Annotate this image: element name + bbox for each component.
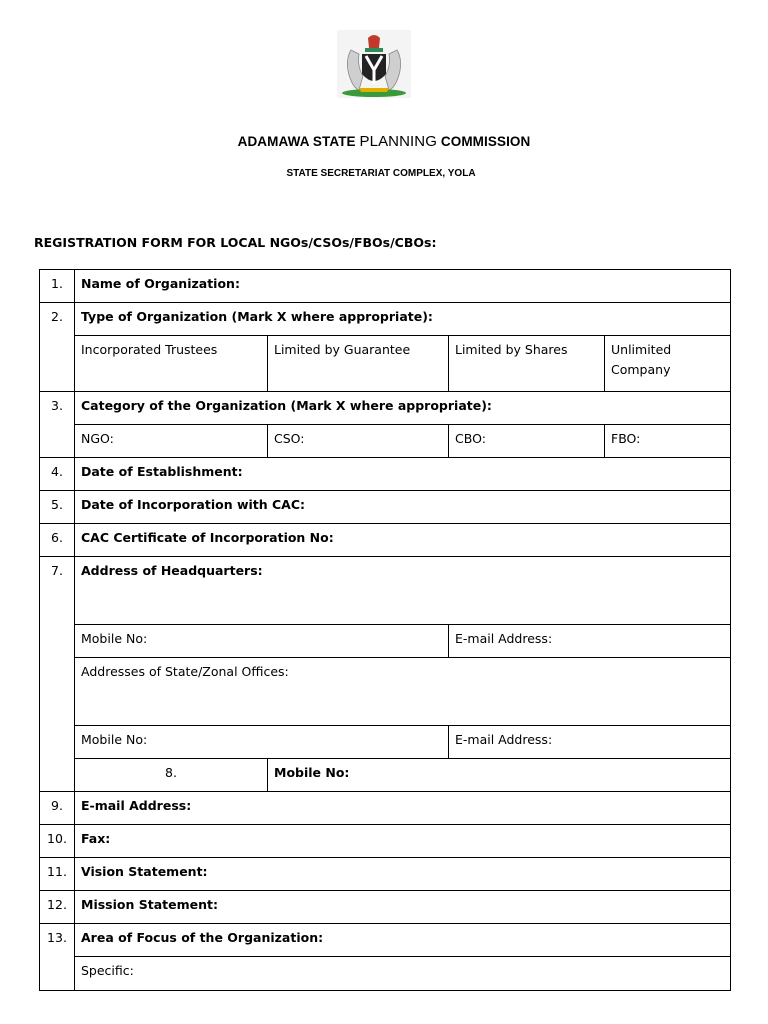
hq-email-field[interactable]: E-mail Address: <box>449 625 731 658</box>
row-number: 5. <box>40 491 75 524</box>
table-row <box>40 392 731 425</box>
date-of-incorporation-field[interactable]: Date of Incorporation with CAC: <box>75 491 731 524</box>
table-row <box>40 726 731 759</box>
vision-statement-field[interactable]: Vision Statement: <box>75 858 731 891</box>
row-number: 3. <box>40 392 75 458</box>
headquarters-address-field[interactable]: Address of Headquarters: <box>75 557 731 625</box>
form-title: REGISTRATION FORM FOR LOCAL NGOs/CSOs/FBOs/CBOs: <box>34 235 437 250</box>
table-row <box>40 491 731 524</box>
registration-form-table <box>39 269 731 991</box>
option-unlimited-company[interactable]: Unlimited Company <box>605 336 731 392</box>
table-row <box>40 858 731 891</box>
option-ngo[interactable]: NGO: <box>75 425 268 458</box>
date-of-establishment-field[interactable]: Date of Establishment: <box>75 458 731 491</box>
table-row <box>40 759 731 792</box>
option-incorporated-trustees[interactable]: Incorporated Trustees <box>75 336 268 392</box>
fax-field[interactable]: Fax: <box>75 825 731 858</box>
table-row <box>40 957 731 991</box>
table-row <box>40 458 731 491</box>
mission-statement-field[interactable]: Mission Statement: <box>75 891 731 924</box>
row-number: 9. <box>40 792 75 825</box>
row-number: 12. <box>40 891 75 924</box>
option-fbo[interactable]: FBO: <box>605 425 731 458</box>
table-row <box>40 336 731 392</box>
option-cbo[interactable]: CBO: <box>449 425 605 458</box>
table-row <box>40 270 731 303</box>
table-row <box>40 891 731 924</box>
table-row <box>40 625 731 658</box>
row-number: 2. <box>40 303 75 392</box>
zonal-mobile-field[interactable]: Mobile No: <box>75 726 449 759</box>
table-row <box>40 303 731 336</box>
row-number: 6. <box>40 524 75 557</box>
table-row <box>40 524 731 557</box>
cac-certificate-no-field[interactable]: CAC Certificate of Incorporation No: <box>75 524 731 557</box>
row-number: 13. <box>40 924 75 991</box>
row-number: 1. <box>40 270 75 303</box>
page-subtitle: STATE SECRETARIAT COMPLEX, YOLA <box>286 168 476 179</box>
table-row <box>40 825 731 858</box>
zonal-offices-address-field[interactable]: Addresses of State/Zonal Offices: <box>75 658 731 726</box>
mobile-no-field[interactable]: Mobile No: <box>268 759 731 792</box>
zonal-email-field[interactable]: E-mail Address: <box>449 726 731 759</box>
email-address-field[interactable]: E-mail Address: <box>75 792 731 825</box>
row-number: 4. <box>40 458 75 491</box>
organization-category-label: Category of the Organization (Mark X where appropriate): <box>75 392 731 425</box>
table-row <box>40 557 731 625</box>
row-number: 7. <box>40 557 75 792</box>
row-number: 10. <box>40 825 75 858</box>
organization-type-label: Type of Organization (Mark X where appropriate): <box>75 303 731 336</box>
option-limited-by-shares[interactable]: Limited by Shares <box>449 336 605 392</box>
organization-name-field[interactable]: Name of Organization: <box>75 270 731 303</box>
table-row <box>40 792 731 825</box>
option-cso[interactable]: CSO: <box>268 425 449 458</box>
page-title: ADAMAWA STATE PLANNING COMMISSION <box>237 133 531 150</box>
specific-focus-field[interactable]: Specific: <box>75 957 731 991</box>
table-row <box>40 924 731 957</box>
nigeria-coat-of-arms-icon <box>337 30 411 98</box>
row-number: 11. <box>40 858 75 891</box>
row-number: 8. <box>75 759 268 792</box>
hq-mobile-field[interactable]: Mobile No: <box>75 625 449 658</box>
table-row <box>40 425 731 458</box>
option-limited-by-guarantee[interactable]: Limited by Guarantee <box>268 336 449 392</box>
table-row <box>40 658 731 726</box>
area-of-focus-label: Area of Focus of the Organization: <box>75 924 731 957</box>
